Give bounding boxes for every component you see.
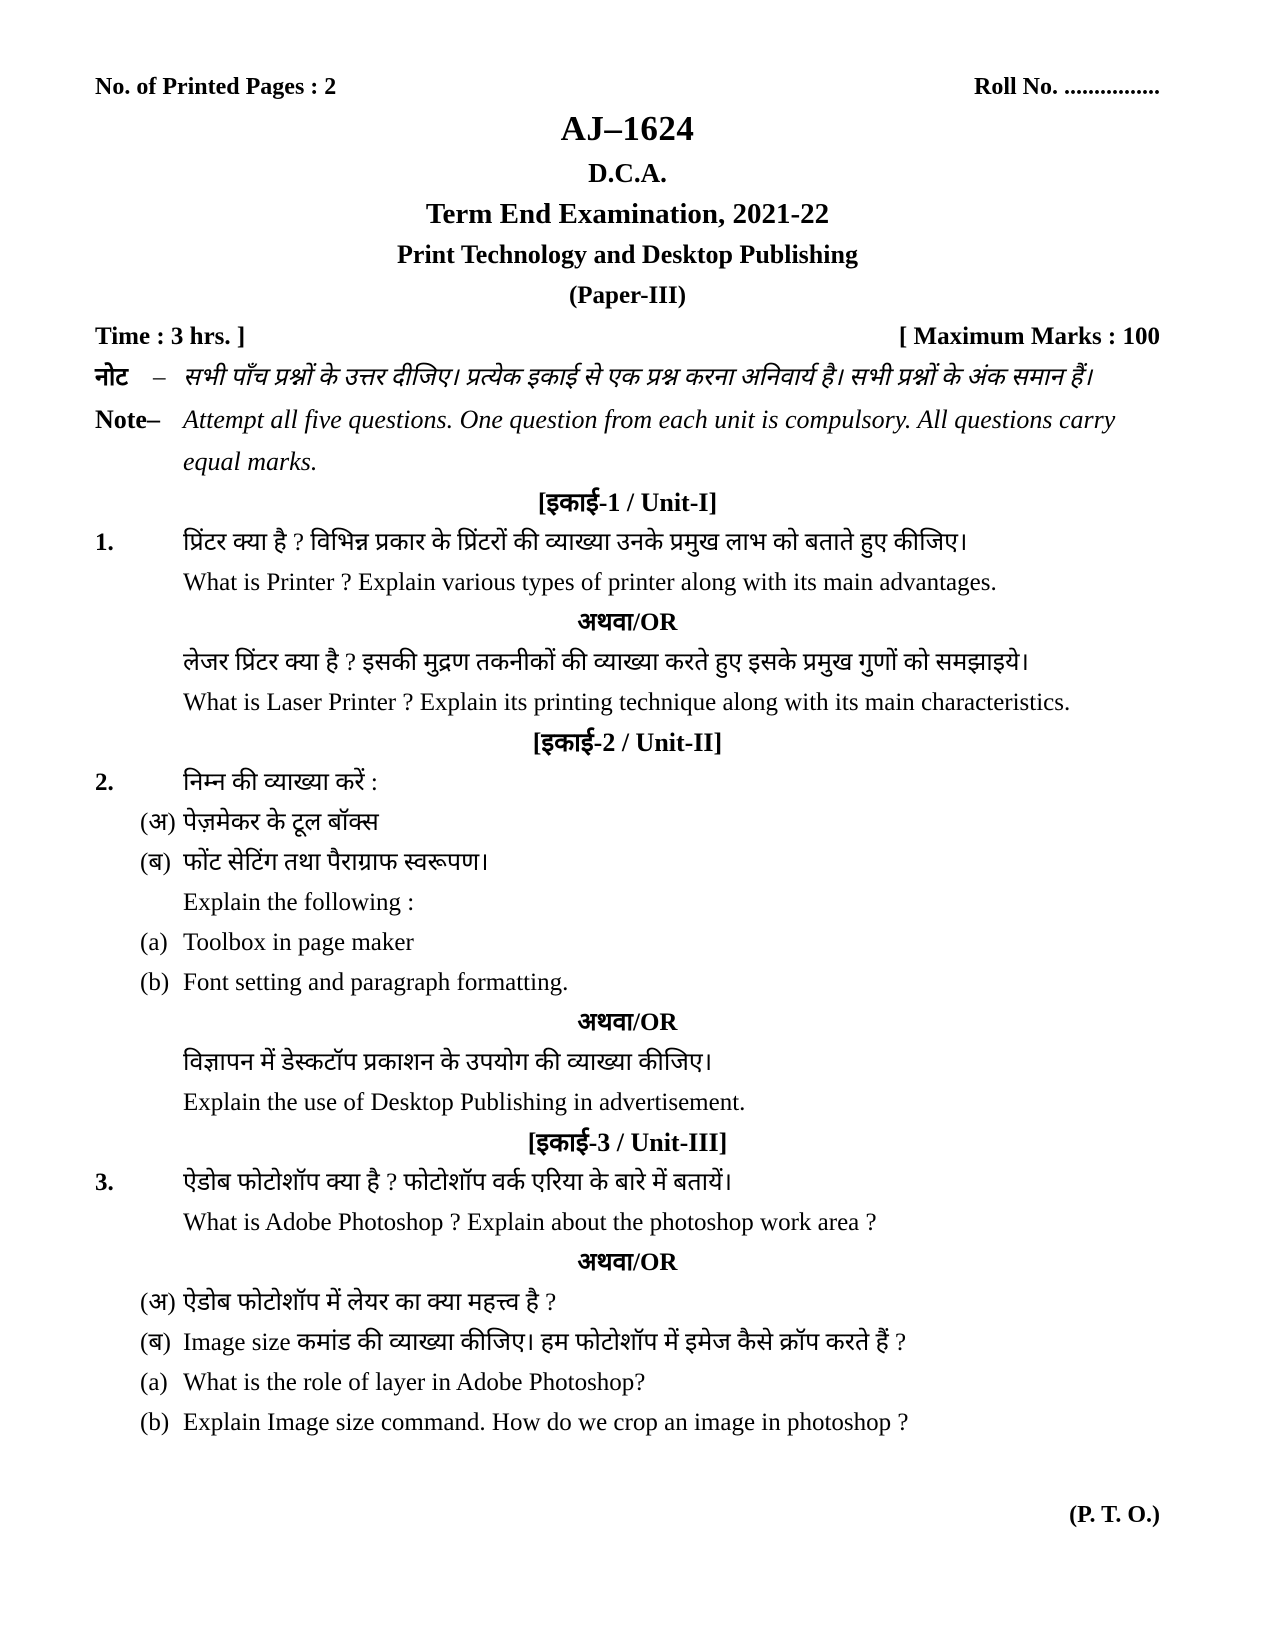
question-1-hindi: प्रिंटर क्या है ? विभिन्न प्रकार के प्रिंटरों की व्याख्या उनके प्रमुख लाभ को बताते हुए कीजिए।	[183, 529, 968, 556]
question-1-or-english: What is Laser Printer ? Explain its printing technique along with its main characteristics.	[183, 689, 1071, 716]
course-name: D.C.A.	[588, 158, 667, 188]
sub-marker: (a)	[140, 1369, 168, 1396]
question-2-sub-hindi-a	[95, 803, 1160, 843]
question-2-hindi-row	[95, 763, 1160, 803]
sub-text: Explain Image size command. How do we crop an image in photoshop ?	[183, 1409, 909, 1436]
paper-number: (Paper-III)	[568, 282, 687, 309]
question-2-sub-english-b	[95, 963, 1160, 1003]
or-divider-1: अथवा/OR	[577, 609, 678, 636]
question-1-hindi-row	[95, 523, 1160, 563]
sub-text: Font setting and paragraph formatting.	[183, 969, 569, 996]
sub-marker: (b)	[140, 969, 170, 996]
note-hindi-label: नोट	[95, 364, 128, 391]
top-row	[95, 72, 1160, 102]
sub-marker: (ब)	[140, 1329, 171, 1356]
subject-title: Print Technology and Desktop Publishing	[397, 240, 858, 269]
roll-no-label: Roll No. ................	[974, 74, 1160, 100]
sub-marker: (b)	[140, 1409, 170, 1436]
note-hindi-text: सभी पाँच प्रश्नों के उत्तर दीजिए। प्रत्येक इकाई से एक प्रश्न करना अनिवार्य है। सभी प्रश्नों के अंक समान हैं।	[183, 364, 1092, 391]
sub-text: ऐडोब फोटोशॉप में लेयर का क्या महत्त्व है ?	[183, 1289, 557, 1316]
note-hindi	[95, 357, 1160, 399]
question-2-number: 2.	[95, 769, 114, 796]
time-label: Time : 3 hrs. ]	[95, 323, 246, 350]
unit-3-heading: [इकाई-3 / Unit-III]	[527, 1128, 728, 1157]
question-3-number: 3.	[95, 1169, 114, 1196]
paper-code: AJ–1624	[560, 109, 695, 148]
sub-text: पेज़मेकर के टूल बॉक्स	[183, 809, 379, 836]
question-1-or-hindi: लेजर प्रिंटर क्या है ? इसकी मुद्रण तकनीकों की व्याख्या करते हुए इसके प्रमुख गुणों को समझाइये।	[183, 649, 1029, 676]
sub-text: Image size कमांड की व्याख्या कीजिए। हम फोटोशॉप में इमेज कैसे क्रॉप करते हैं ?	[183, 1329, 907, 1356]
question-2-or-hindi: विज्ञापन में डेस्कटॉप प्रकाशन के उपयोग की व्याख्या कीजिए।	[183, 1049, 713, 1076]
note-english-label: Note–	[95, 405, 160, 434]
question-2-or-english: Explain the use of Desktop Publishing in advertisement.	[183, 1089, 746, 1116]
sub-text: What is the role of layer in Adobe Photoshop?	[183, 1369, 646, 1396]
question-3-or-sub-hindi-a	[95, 1283, 1160, 1323]
or-divider-2: अथवा/OR	[577, 1009, 678, 1036]
question-2-sub-hindi-b	[95, 843, 1160, 883]
time-marks-row	[95, 317, 1160, 357]
question-2-english-intro: Explain the following :	[183, 889, 415, 916]
exam-title: Term End Examination, 2021-22	[425, 198, 830, 230]
note-english	[95, 399, 1160, 483]
question-3-english: What is Adobe Photoshop ? Explain about the photoshop work area ?	[183, 1209, 877, 1236]
sub-text: फोंट सेटिंग तथा पैराग्राफ स्वरूपण।	[183, 849, 489, 876]
question-1-number: 1.	[95, 529, 114, 556]
sub-text: Toolbox in page maker	[183, 929, 414, 956]
question-3-hindi-row	[95, 1163, 1160, 1203]
question-2-sub-english-a	[95, 923, 1160, 963]
question-1-english: What is Printer ? Explain various types of printer along with its main advantages.	[183, 569, 997, 596]
pto-label: (P. T. O.)	[1069, 1502, 1160, 1528]
sub-marker: (a)	[140, 929, 168, 956]
sub-marker: (अ)	[140, 1289, 176, 1316]
unit-1-heading: [इकाई-1 / Unit-I]	[537, 488, 718, 517]
question-3-or-sub-english-a	[95, 1363, 1160, 1403]
note-english-text: Attempt all five questions. One question from each unit is compulsory. All questions carry equal marks.	[183, 405, 1116, 476]
printed-pages-label: No. of Printed Pages : 2	[95, 74, 337, 100]
sub-marker: (अ)	[140, 809, 176, 836]
max-marks-label: [ Maximum Marks : 100	[898, 323, 1160, 350]
unit-2-heading: [इकाई-2 / Unit-II]	[532, 728, 723, 757]
or-divider-3: अथवा/OR	[577, 1249, 678, 1276]
sub-marker: (ब)	[140, 849, 171, 876]
question-3-hindi: ऐडोब फोटोशॉप क्या है ? फोटोशॉप वर्क एरिया के बारे में बतायें।	[183, 1169, 733, 1196]
question-3-or-sub-english-b	[95, 1403, 1160, 1443]
question-3-or-sub-hindi-b	[95, 1323, 1160, 1363]
note-hindi-dash: –	[153, 364, 166, 391]
question-2-hindi: निम्न की व्याख्या करें :	[183, 769, 378, 796]
